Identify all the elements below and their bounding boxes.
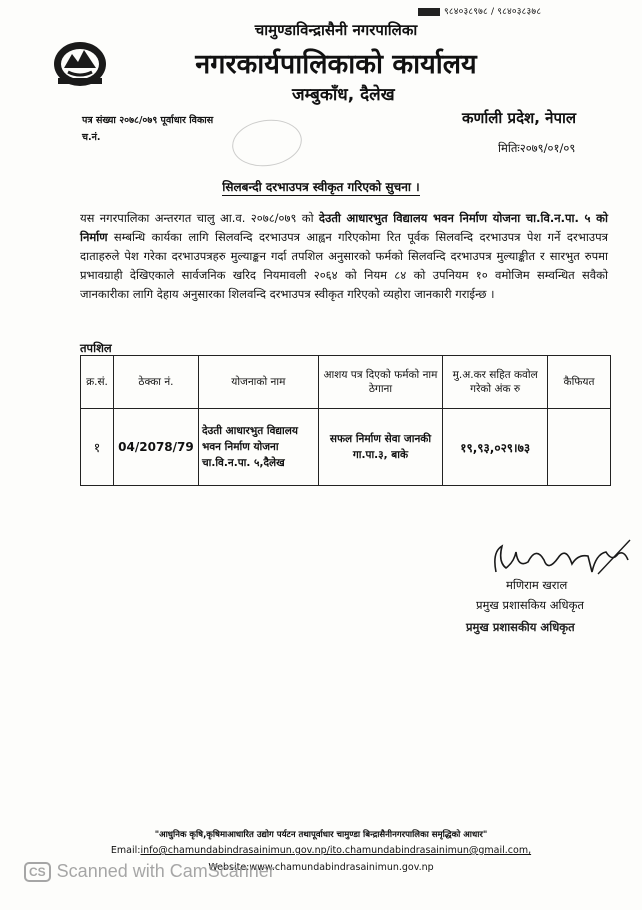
office-stamp-icon	[229, 115, 305, 170]
phone-text: ९८४०३८९७८ / ९८४०३८३७८	[444, 7, 542, 17]
cell-firm: सफल निर्माण सेवा जानकी गा.पा.३, बाके	[318, 409, 443, 486]
office-location: जम्बुकाँध, दैलेख	[292, 85, 395, 105]
letter-date: मितिः२०७९/०१/०९	[498, 141, 576, 155]
cell-remarks	[548, 409, 611, 486]
signatory-stamp: प्रमुख प्रशासकीय अधिकृत	[466, 620, 575, 634]
email-link[interactable]: info@chamundabindrasainimun.gov.np/ito.chamundabindrasainimun@gmail.com,	[140, 845, 532, 856]
cell-contract-no: 04/2078/79	[113, 409, 198, 486]
signatory-title: प्रमुख प्रशासकिय अधिकृत	[476, 598, 584, 612]
phone-numbers	[418, 4, 541, 17]
table-caption: तपशिल	[80, 341, 112, 355]
cell-amount: १९,९३,०२९।७३	[443, 409, 548, 486]
cell-serial: १	[81, 409, 114, 486]
province-name: कर्णाली प्रदेश, नेपाल	[462, 109, 577, 127]
footer-slogan: "आधुनिक कृषि,कृषिमाआधारित उद्योग पर्यटन तथापूर्वाधार चामुण्डा बिन्द्रासैनीनगरपालिका समृद्धिको आधार"	[154, 830, 488, 840]
header-remarks: कैफियत	[548, 356, 611, 409]
body-part-2: सम्बन्धि कार्यका लागि सिलवन्दि दरभाउपत्र आह्वन गरिएकोमा रित पूर्वक सिलवन्दि दरभाउपत्र पेश गर्ने दरभाउपत्र दाताहरुले पेश गरेका दरभाउपत्रहरु मुल्याङ्कन गर्दा तपशिल अनुसारको फर्मको सिलवन्दि दरभाउपत्र मुल्याङ्कीत र सारभुत रुपमा प्रभावग्राही देखिएकाले सार्वजनिक खरिद नियमावली २०६४ को नियम ८४ को उपनियम १० वमोजिम सम्वन्धित सवैको जानकारीका लागि देहाय अनुसारका शिलवन्दि दरभाउपत्र स्वीकृत गरिएको व्यहोरा जानकारी गराईन्छ ।	[80, 230, 608, 301]
table-row	[81, 409, 611, 486]
camscanner-logo-icon: CS	[24, 862, 51, 882]
header-firm: आशय पत्र दिएको फर्मको नाम ठेगाना	[318, 356, 443, 409]
signatory-name: मणिराम खराल	[506, 578, 568, 592]
table-header-row	[81, 356, 611, 409]
handwritten-signature-icon	[488, 532, 638, 584]
body-project-bold: देउती आधारभुत विद्यालय भवन निर्माण योजना चा.वि.न.पा. ५ को निर्माण	[80, 211, 608, 244]
header-contract-no: ठेक्का नं.	[113, 356, 198, 409]
subject-text: सिलबन्दी दरभाउपत्र स्वीकृत गरिएको सुचना ।	[222, 180, 420, 194]
reference-number: पत्र संख्या २०७८/०७९ पूर्वाधार विकास	[82, 115, 214, 126]
cell-project-name: देउती आधारभुत विद्यालय भवन निर्माण योजना चा.वि.न.पा. ५,दैलेख	[198, 409, 318, 486]
watermark-text: Scanned with CamScanner	[56, 861, 275, 881]
footer-email	[0, 845, 642, 856]
office-name: नगरकार्यपालिकाको कार्यालय	[195, 49, 477, 80]
municipality-name: चामुण्डाविन्द्रासैनी नगरपालिका	[254, 21, 418, 39]
phone-icon	[418, 8, 440, 16]
contract-table	[80, 355, 611, 486]
header-serial: क्र.सं.	[81, 356, 114, 409]
body-part-1: यस नगरपालिका अन्तरगत चालु आ.व. २०७८/०७९ को	[80, 211, 319, 225]
notice-subject	[0, 178, 642, 195]
header-amount: मु.अ.कर सहित कवोल गरेको अंक रु	[443, 356, 548, 409]
dispatch-number: च.नं.	[82, 132, 101, 143]
footer-website[interactable]: Website:www.chamundabindrasainimun.gov.np	[208, 862, 434, 873]
header-project-name: योजनाको नाम	[198, 356, 318, 409]
camscanner-watermark	[24, 861, 275, 882]
notice-body	[80, 209, 608, 304]
email-label: Email:	[110, 845, 141, 856]
